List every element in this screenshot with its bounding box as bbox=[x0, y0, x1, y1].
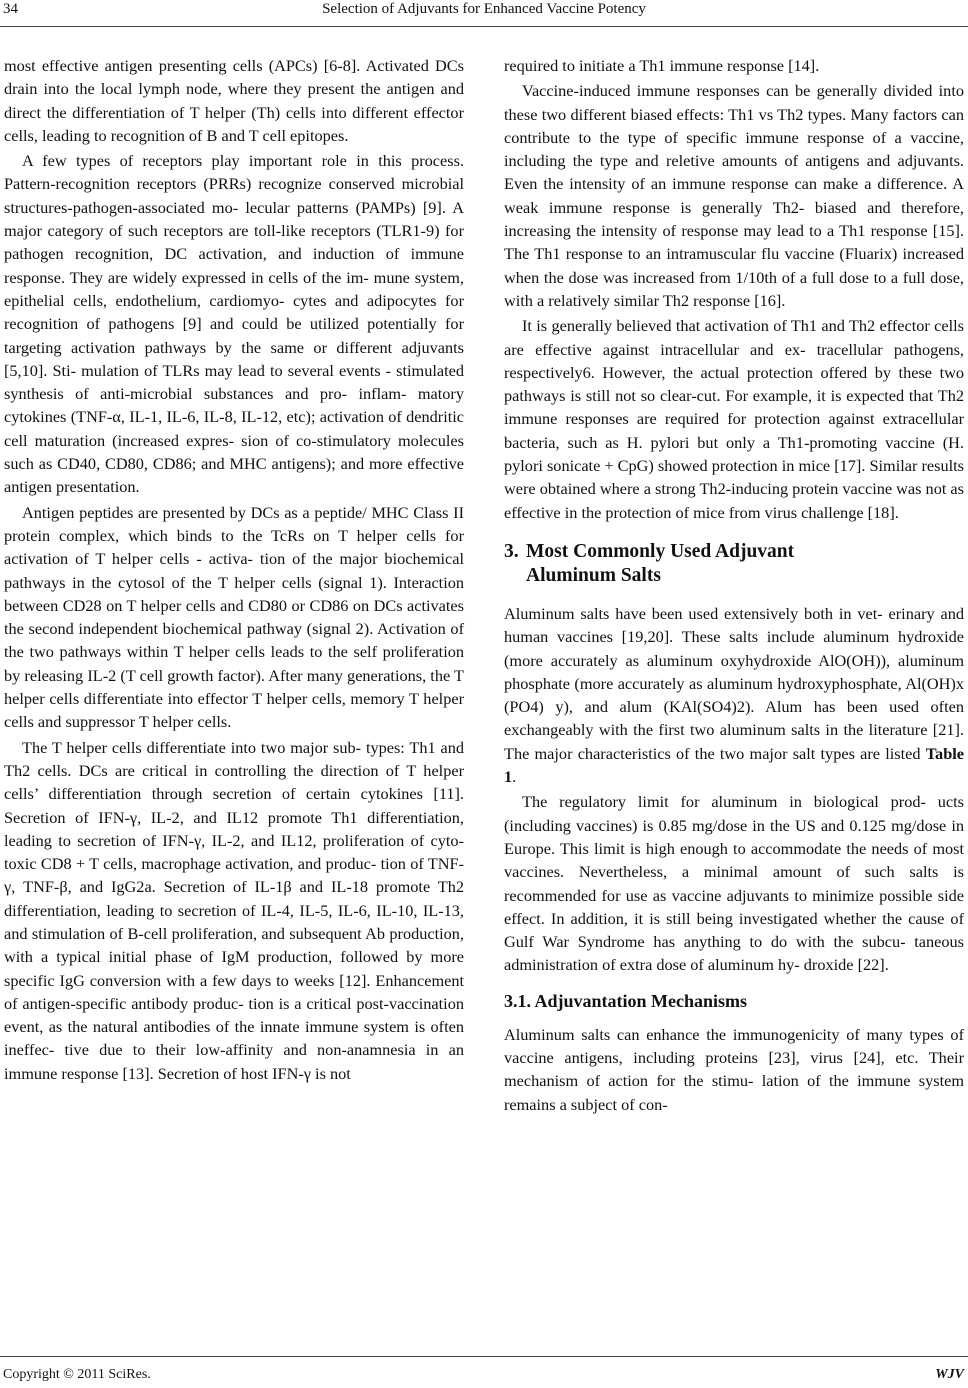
paragraph: most effective antigen presenting cells (APCs) [6-8]. Activated DCs drain into the local lymph node, where they present the antigen and direct the differentiation of T helper (Th) cells into different effector cells, leading to recognition of B and T cell epitopes. bbox=[4, 56, 464, 145]
paragraph: Aluminum salts can enhance the immunogenicity of many types of vaccine antigens, including proteins [23], virus [24], etc. Their mechanism of action for the stimu- lation of the immune system remains a subject of con- bbox=[504, 1024, 964, 1114]
section-number: 3. bbox=[504, 540, 519, 562]
paragraph: Antigen peptides are presented by DCs as a peptide/ MHC Class II protein complex, which binds to the TcRs on T helper cells for activation of T helper cells - activa- tion of the major biochemical pathways in the cytosol of the T helper cells (signal 1). Interaction between CD28 on T helper cells and CD80 or CD86 on DCs activates the second independent biochemical pathway (signal 2). Activation of the two pathways within T helper cells leads to the self proliferation by releasing IL-2 (T cell growth factor). After many generations, the T helper cells differentiate into effector T helper cells, memory T helper cells and suppressor T helper cells. bbox=[4, 502, 464, 732]
paragraph: Vaccine-induced immune responses can be generally divided into these two different biased effects: Th1 vs Th2 types. Many factors can contribute to the type of specific immune response of a vaccine, including the type and reletive amounts of antigens and adjuvants. Even the intensity of an immune response can make a difference. A weak immune response is generally Th2- biased and therefore, increasing the intensity of response may lead to a Th1 response [15]. The Th1 response to an intramuscular flu vaccine (Fluarix) increased when the dose was increased from 1/10th of a full dose to a full dose, with a relatively similar Th2 response [16]. bbox=[504, 81, 964, 310]
paragraph-text: Aluminum salts have been used extensively both in vet- erinary and human vaccines [19,20]. These salts include aluminum hydroxide (more accurately as aluminum oxyhydroxide AlO(OH)), aluminum phosphate (more accurately as aluminum hydroxyphosphate, Al(OH)x (PO4) y), and alum (KAl(SO4)2). Alum has been used often exchangeably with the first two aluminum salts in the literature [21]. The major characteristics of the two major salt types are listed bbox=[504, 603, 964, 763]
subsection-heading: 3.1. Adjuvantation Mechanisms bbox=[504, 990, 748, 1011]
section-title-line1: Most Commonly Used Adjuvant bbox=[526, 540, 795, 562]
paragraph bbox=[504, 602, 964, 788]
paragraph: The regulatory limit for aluminum in biological prod- ucts (including vaccines) is 0.85 mg/dose in the US and 0.125 mg/dose in Europe. This limit is high enough to accommodate the needs of most vaccines. Nevertheless, a minimal amount of such salts is recommended for use as vaccine adjuvants to minimize possible side effect. In addition, it is still being investigated whether the cause of Gulf War Syndrome has anything to do with the subcu- taneous administration of extra dose of aluminum hy- droxide [22]. bbox=[504, 792, 964, 975]
running-title: Selection of Adjuvants for Enhanced Vaccine Potency bbox=[322, 1, 646, 17]
right-column bbox=[504, 54, 964, 1116]
page-number: 34 bbox=[3, 1, 18, 17]
page-footer bbox=[0, 1356, 968, 1381]
paragraph: The T helper cells differentiate into two major sub- types: Th1 and Th2 cells. DCs are critical in controlling the direction of T helper cells’ differentiation through secretion of certain cytokines [11]. Secretion of IFN-γ, IL-2, and IL12 promote Th1 differentiation, leading to secretion of IFN-γ, IL-2, and IL12, proliferation of cyto- toxic CD8 + T cells, macrophage activation, and produc- tion of TNF-γ, TNF-β, and IgG2a. Secretion of IL-1β and IL-18 promote Th2 differentiation, leading to secretion of IL-4, IL-5, IL-6, IL-10, IL-13, and stimulation of B-cell proliferation, and subsequent Ab production, with a typical initial phase of IgM production, followed by more specific IgG conversion with a few days to weeks [12]. Enhancement of antigen-specific antibody produc- tion is a critical post-vaccination event, as the natural antibodies of the innate immune system is often ineffec- tive due to their low-affinity and non-anamnesia in an immune response [13]. Secretion of host IFN-γ is not bbox=[4, 737, 464, 1083]
paragraph: A few types of receptors play important role in this process. Pattern-recognition receptors (PRRs) recognize conserved microbial structures-pathogen-associated mo- lecular patterns (PAMPs) [9]. A major category of such receptors are toll-like receptors (TLR1-9) for pathogen recognition, DC activation, and induction of immune response. They are widely expressed in cells of the im- mune system, epithelial cells, endothelium, cardiomyo- cytes and adipocytes for recognition of pathogens [9] and could be utilized potentially for targeting activation pathways by the same or different adjuvants [5,10]. Sti- mulation of TLRs may lead to several events - stimulated synthesis of anti-microbial substances and pro- inflam- matory cytokines (TNF-α, IL-1, IL-6, IL-8, IL-12, etc); activation of dendritic cell maturation (increased expres- sion of co-stimulatory molecules such as CD40, CD80, CD86; and MHC antigens); and more effective antigen presentation. bbox=[4, 151, 464, 497]
table-reference: Table 1 bbox=[504, 743, 964, 787]
paragraph: required to initiate a Th1 immune response [14]. bbox=[504, 56, 820, 75]
section-title-line2: Aluminum Salts bbox=[526, 564, 661, 586]
section-heading bbox=[504, 540, 964, 588]
journal-abbreviation: WJV bbox=[935, 1367, 964, 1382]
paragraph-text-end: . bbox=[512, 767, 517, 787]
copyright-notice: Copyright © 2011 SciRes. bbox=[3, 1367, 151, 1382]
left-column bbox=[4, 54, 464, 1085]
paragraph: It is generally believed that activation of Th1 and Th2 effector cells are effective against intracellular and ex- tracellular pathogens, respectively6. However, the actual protection offered by these two pathways is still not so clear-cut. For example, it is expected that Th2 immune responses are required for protection against extracellular bacteria, such as H. pylori but only a Th1-promoting vaccine (H. pylori sonicate + CpG) showed protection in mice [17]. Similar results were obtained where a strong Th2-inducing protein vaccine was not as effective in the protection of mice from virus challenge [18]. bbox=[504, 316, 964, 522]
page-header bbox=[0, 0, 968, 27]
